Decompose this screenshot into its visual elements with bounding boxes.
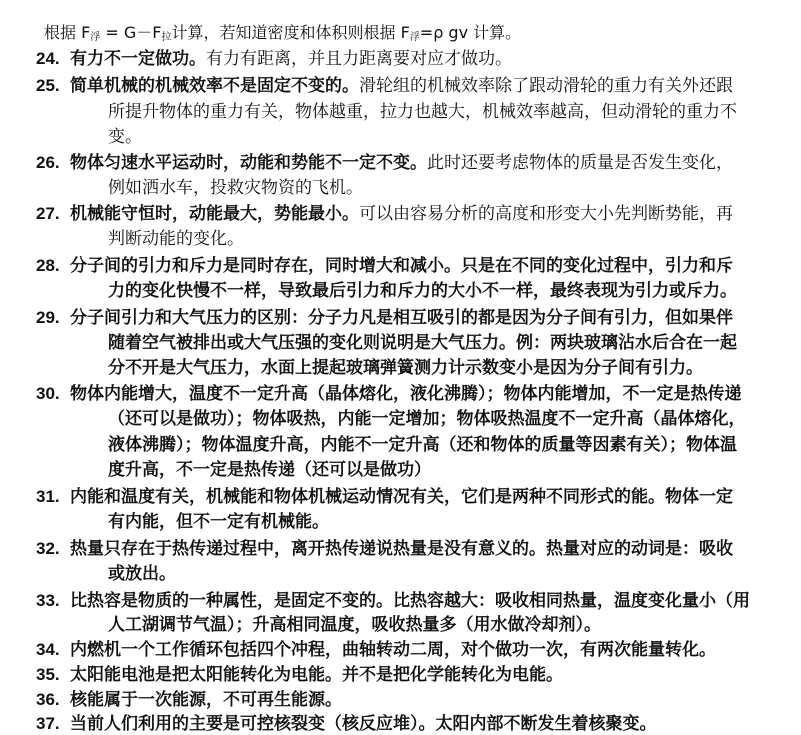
item-30-continuation-1: （还可以是做功）；物体吸热，内能一定增加；物体吸热温度不一定升高（晶体熔化， xyxy=(108,409,746,429)
list-item-34 xyxy=(36,639,716,661)
list-item-33 xyxy=(36,590,750,612)
item-27-continuation-1: 判断动能的变化。 xyxy=(108,229,244,249)
list-item-26 xyxy=(36,152,733,174)
item-25-continuation-2: 变。 xyxy=(108,127,142,147)
list-item-24 xyxy=(36,48,512,70)
formula-subscript-1: 浮 xyxy=(90,32,101,43)
item-number: 29. xyxy=(36,308,60,327)
item-number: 33. xyxy=(36,591,60,610)
item-number: 34. xyxy=(36,640,60,659)
list-item-29 xyxy=(36,307,733,329)
item-30-continuation-3: 度升高，不一定是热传递（还可以是做功） xyxy=(108,460,431,480)
item-31-continuation-1: 有内能，但不一定有机械能。 xyxy=(108,512,329,532)
item-33-continuation-1: 人工湖调节气温）；升高相同温度，吸收热量多（用水做冷却剂）。 xyxy=(108,615,601,635)
formula-text-4: =ρ gv 计算。 xyxy=(419,23,522,42)
item-number: 32. xyxy=(36,539,60,558)
item-number: 25. xyxy=(36,76,60,95)
item-text: 分子间的引力和斥力是同时存在，同时增大和减小。只是在不同的变化过程中，引力和斥 xyxy=(70,256,733,276)
item-heading: 简单机械的机械效率不是固定不变的。 xyxy=(70,76,359,96)
item-heading: 机械能守恒时，动能最大，势能最小。 xyxy=(70,204,359,224)
item-30-continuation-2: 液体沸腾）；物体温度升高，内能不一定升高（还和物体的质量等因素有关）；物体温 xyxy=(108,435,737,455)
list-item-36 xyxy=(36,689,342,711)
list-item-28 xyxy=(36,255,733,277)
item-text: 内燃机一个工作循环包括四个冲程，曲轴转动二周，对个做功一次，有两次能量转化。 xyxy=(70,640,716,660)
formula-subscript-2: 拉 xyxy=(161,32,172,43)
list-item-32 xyxy=(36,538,733,560)
formula-text-1: 根据 F xyxy=(44,23,91,42)
item-text: 热量只存在于热传递过程中，离开热传递说热量是没有意义的。热量对应的动词是：吸收 xyxy=(70,539,733,559)
formula-text-2: = G－F xyxy=(100,23,162,42)
formula-text-3: 计算，若知道密度和体积则根据 F xyxy=(171,23,410,42)
item-number: 37. xyxy=(36,714,60,733)
item-text: 太阳能电池是把太阳能转化为电能。并不是把化学能转化为电能。 xyxy=(70,665,563,685)
item-text: 分子间引力和大气压力的区别：分子力凡是相互吸引的都是因为分子间有引力，但如果伴 xyxy=(70,308,733,328)
item-number: 36. xyxy=(36,690,60,709)
item-29-continuation-1: 随着空气被排出或大气压强的变化则说明是大气压力。例：两块玻璃沾水后合在一起 xyxy=(108,333,737,353)
item-text: 可以由容易分析的高度和形变大小先判断势能，再 xyxy=(359,204,733,224)
item-text: 内能和温度有关，机械能和物体机械运动情况有关，它们是两种不同形式的能。物体一定 xyxy=(70,487,733,507)
item-heading: 有力不一定做功。 xyxy=(70,49,206,69)
formula-subscript-3: 浮 xyxy=(409,32,420,43)
item-29-continuation-2: 分不开是大气压力，水面上提起玻璃弹簧测力计示数变小是因为分子间有引力。 xyxy=(108,358,703,378)
item-text: 核能属于一次能源，不可再生能源。 xyxy=(70,690,342,710)
formula-line xyxy=(44,22,521,49)
item-28-continuation-1: 力的变化快慢不一样，导致最后引力和斥力的大小不一样，最终表现为引力或斥力。 xyxy=(108,281,737,301)
item-heading: 物体匀速水平运动时，动能和势能不一定不变。 xyxy=(70,153,427,173)
item-text: 有力有距离，并且力距离要对应才做功。 xyxy=(206,49,512,69)
item-number: 28. xyxy=(36,256,60,275)
list-item-35 xyxy=(36,664,563,686)
list-item-30 xyxy=(36,383,742,405)
item-text: 比热容是物质的一种属性，是固定不变的。比热容越大：吸收相同热量，温度变化量小（用 xyxy=(70,591,750,611)
item-26-continuation-1: 例如洒水车，投救灾物资的飞机。 xyxy=(108,178,363,198)
list-item-37 xyxy=(36,713,657,735)
item-number: 24. xyxy=(36,49,60,68)
item-text: 物体内能增大，温度不一定升高（晶体熔化，液化沸腾）；物体内能增加，不一定是热传递 xyxy=(70,384,742,404)
item-number: 31. xyxy=(36,487,60,506)
item-32-continuation-1: 或放出。 xyxy=(108,564,176,584)
list-item-27 xyxy=(36,203,733,225)
item-number: 30. xyxy=(36,384,60,403)
item-text: 滑轮组的机械效率除了跟动滑轮的重力有关外还跟 xyxy=(359,76,733,96)
item-number: 35. xyxy=(36,665,60,684)
item-number: 26. xyxy=(36,153,60,172)
item-25-continuation-1: 所提升物体的重力有关，物体越重，拉力也越大，机械效率越高，但动滑轮的重力不 xyxy=(108,102,737,122)
item-text: 当前人们利用的主要是可控核裂变（核反应堆）。太阳内部不断发生着核聚变。 xyxy=(70,714,657,734)
list-item-25 xyxy=(36,75,733,97)
item-number: 27. xyxy=(36,204,60,223)
item-text: 此时还要考虑物体的质量是否发生变化， xyxy=(427,153,733,173)
list-item-31 xyxy=(36,486,733,508)
